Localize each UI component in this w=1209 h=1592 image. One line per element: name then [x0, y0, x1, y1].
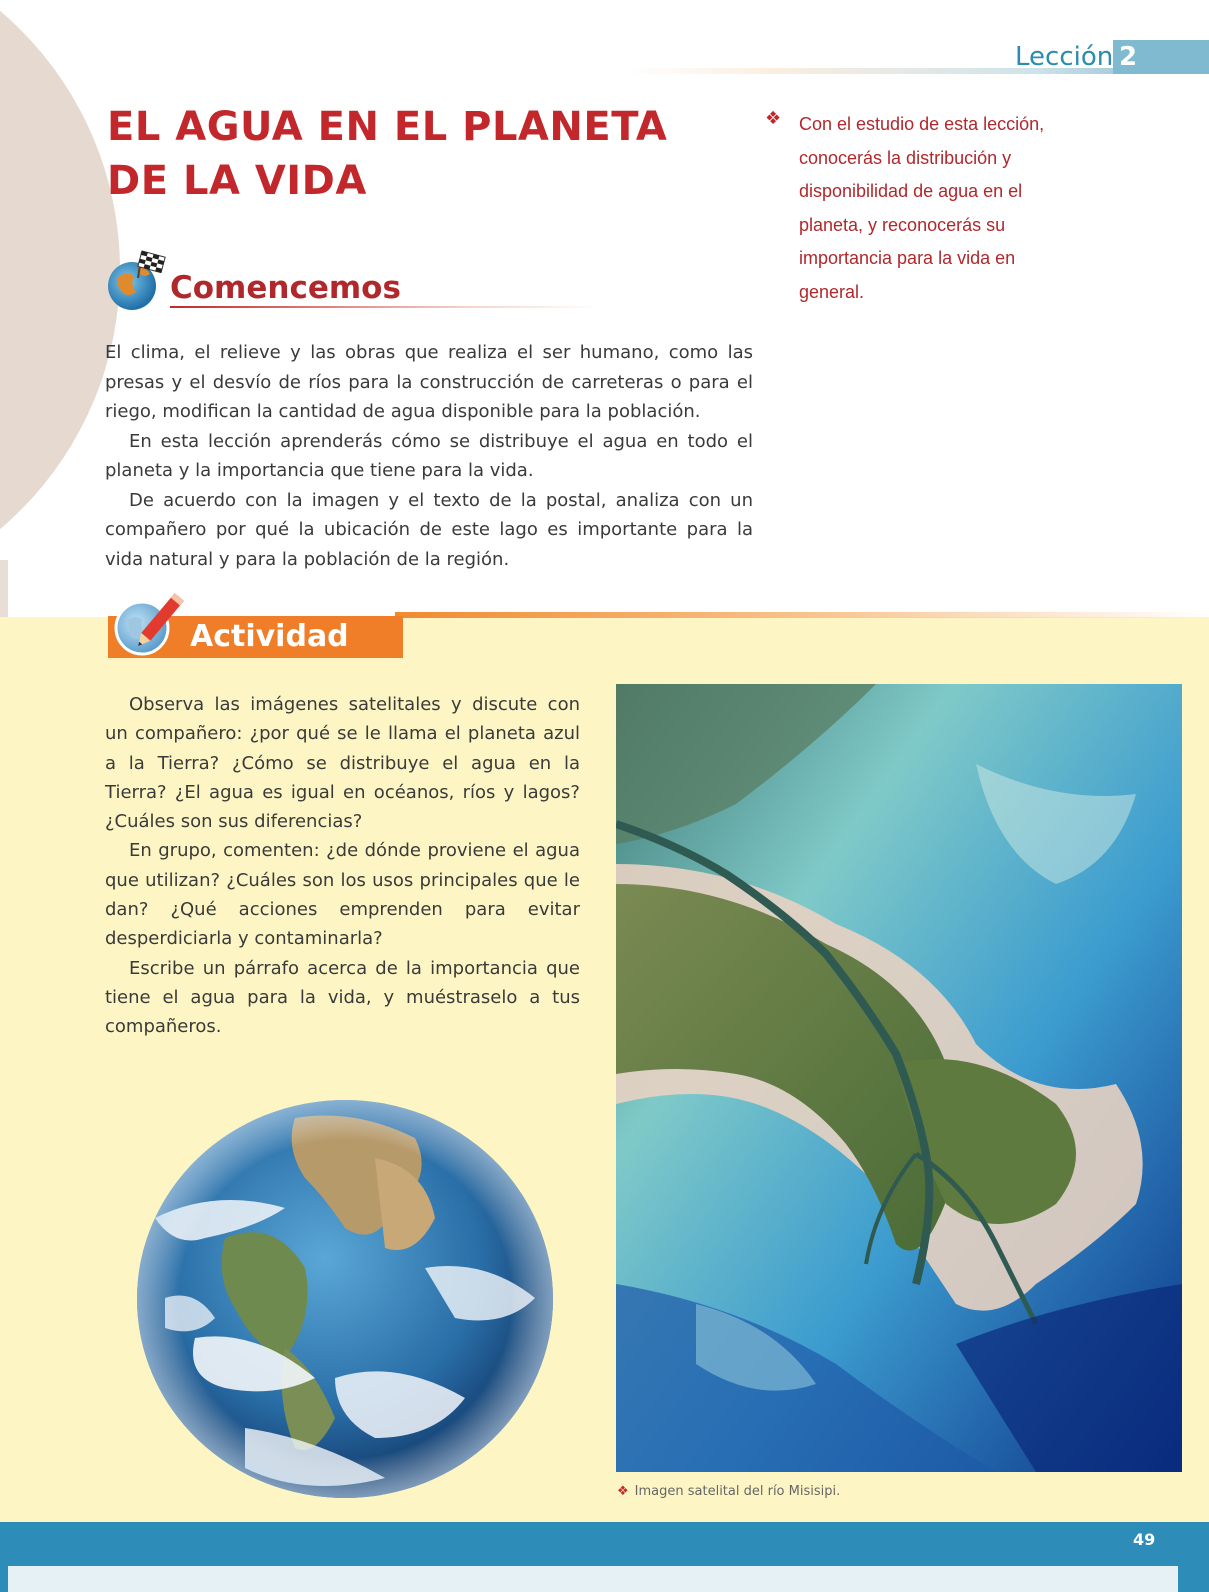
lesson-number: 2 — [1113, 40, 1209, 74]
activity-paragraph: Observa las imágenes satelitales y discute con un compañero: ¿por qué se le llama el planeta azul a la Tierra? ¿Cómo se distribuye el agua en la Tierra? ¿El agua es igual en océanos, ríos y lagos? ¿Cuáles son sus diferencias? — [105, 694, 580, 833]
diamond-bullet-icon: ❖ — [765, 108, 782, 128]
diamond-bullet-icon: ❖ — [617, 1484, 629, 1499]
activity-paragraph: En grupo, comenten: ¿de dónde proviene el agua que utilizan? ¿Cuáles son los usos principales que le dan? ¿Qué acciones emprenden para evitar desperdiciarla y contaminarla? — [105, 840, 580, 950]
comencemos-paragraph: En esta lección aprenderás cómo se distribuye el agua en todo el planeta y la importancia que tiene para la vida. — [105, 430, 753, 481]
page-title — [107, 100, 727, 208]
activity-heading: Actividad — [190, 619, 349, 654]
decorative-circle — [0, 0, 120, 610]
activity-paragraph: Escribe un párrafo acerca de la importancia que tiene el agua para la vida, y muéstraselo a tus compañeros. — [105, 957, 580, 1038]
activity-text — [105, 690, 580, 1042]
image-caption — [617, 1484, 840, 1499]
pencil-globe-icon — [112, 590, 188, 658]
lesson-label: Lección — [1015, 42, 1114, 72]
comencemos-underline — [170, 306, 600, 308]
globe-flag-icon — [104, 248, 174, 312]
comencemos-paragraph: El clima, el relieve y las obras que realiza el ser humano, como las presas y el desvío de ríos para la construcción de carreteras o para el riego, modifican la cantidad de agua disponible para la población. — [105, 342, 753, 422]
comencemos-text — [105, 338, 753, 574]
comencemos-paragraph: De acuerdo con la imagen y el texto de la postal, analiza con un compañero por qué la ubicación de este lago es importante para la vida natural y para la población de la región. — [105, 489, 753, 570]
page-number: 49 — [1133, 1530, 1156, 1549]
objective-text: Con el estudio de esta lección, conocerás la distribución y disponibilidad de agua en el planeta, y reconocerás su importancia para la vida en general. — [799, 114, 1045, 302]
activity-top-line — [395, 612, 1209, 618]
comencemos-heading: Comencemos — [170, 270, 401, 306]
mississippi-satellite-image — [616, 684, 1182, 1472]
page-title-line-1: EL AGUA EN EL PLANETA — [107, 104, 668, 150]
page-footer-inner — [8, 1566, 1178, 1592]
caption-text: Imagen satelital del río Misisipi. — [634, 1484, 841, 1499]
page-title-line-2: DE LA VIDA — [107, 158, 367, 204]
earth-satellite-image — [135, 1098, 555, 1500]
